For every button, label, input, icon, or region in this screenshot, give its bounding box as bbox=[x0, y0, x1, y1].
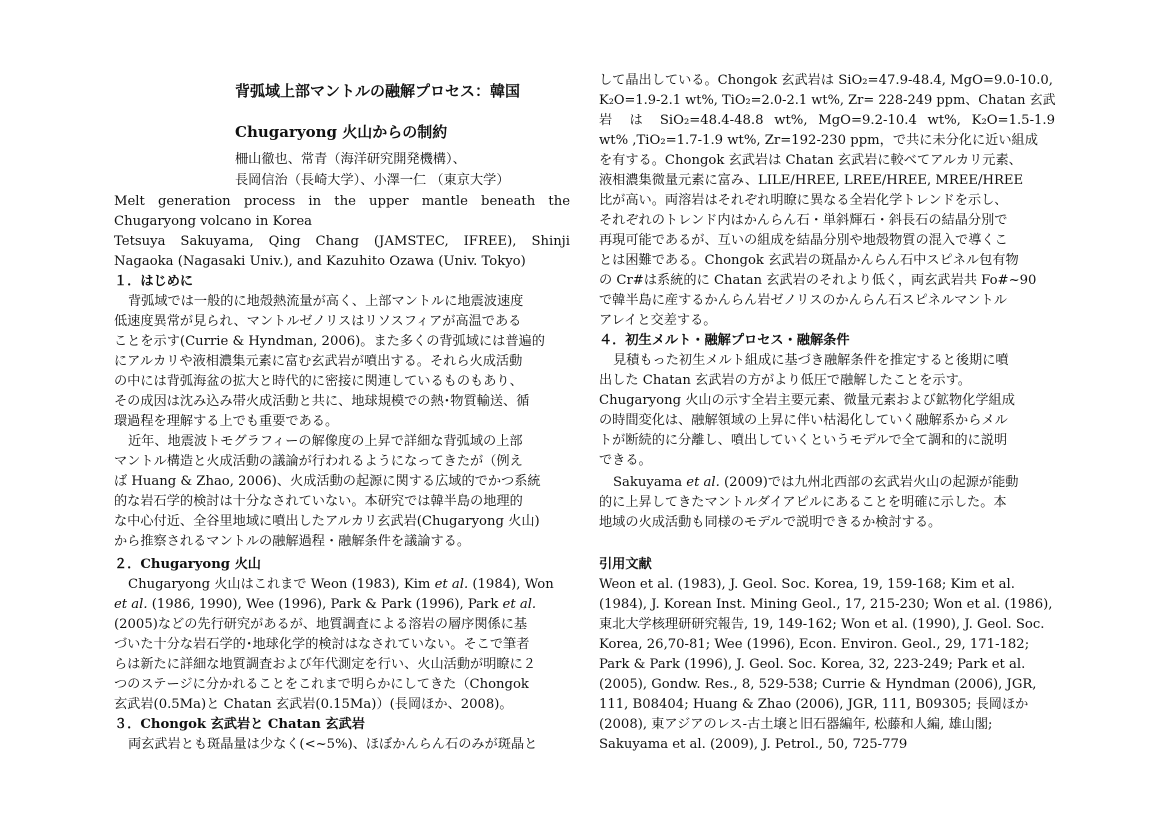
reference-line: (1984), J. Korean Inst. Mining Geol., 17, 215-230; Won et al. (1986), bbox=[599, 597, 1053, 612]
paragraph-line: 環過程を理解する上でも重要である。 bbox=[114, 414, 339, 429]
authors-en-line1: Tetsuya Sakuyama, Qing Chang (JAMSTEC, IFREE), Shinji bbox=[114, 234, 570, 249]
title-jp-line2: Chugaryong 火山からの制約 bbox=[235, 123, 448, 141]
paragraph-line: 出した Chatan 玄武岩の方がより低圧で融解したことを示す。 bbox=[599, 373, 971, 388]
paragraph-line: 比が高い。両溶岩はそれぞれ明瞭に異なる全岩化学トレンドを示し、 bbox=[599, 193, 1008, 208]
paragraph-line: Sakuyama et al. (2009)では九州北西部の玄武岩火山の起源が能動 bbox=[613, 475, 1019, 490]
paragraph-line: から推察されるマントルの融解過程・融解条件を議論する。 bbox=[114, 534, 471, 549]
paragraph-line: マントル構造と火成活動の議論が行われるようになってきたが（例え bbox=[114, 454, 523, 469]
paragraph-line: な中心付近、全谷里地域に噴出したアルカリ玄武岩(Chugaryong 火山) bbox=[114, 514, 540, 529]
paragraph-line: を有する。Chongok 玄武岩は Chatan 玄武岩に較べてアルカリ元素、 bbox=[599, 153, 1022, 168]
reference-line: (2005), Gondw. Res., 8, 529-538; Currie & Hyndman (2006), JGR, bbox=[599, 677, 1037, 692]
paragraph-line: 玄武岩(0.5Ma)と Chatan 玄武岩(0.15Ma)）(長岡ほか、2008)。 bbox=[114, 697, 513, 712]
reference-line: 東北大学核理研研究報告, 19, 149-162; Won et al. (1990), J. Geol. Soc. bbox=[599, 617, 1045, 632]
paragraph-line: 液相濃集微量元素に富み、LILE/HREE, LREE/HREE, MREE/HREE bbox=[599, 173, 1024, 188]
paragraph-line: 見積もった初生メルト組成に基づき融解条件を推定すると後期に噴 bbox=[613, 353, 1009, 368]
reference-line: Weon et al. (1983), J. Geol. Soc. Korea, 19, 159-168; Kim et al. bbox=[599, 577, 1015, 592]
paragraph-line: できる。 bbox=[599, 453, 652, 468]
paragraph-line: その成因は沈み込み帯火成活動と共に、地球規模での熱･物質輸送、循 bbox=[114, 394, 530, 409]
authors-jp-line1: 柵山徹也、常青（海洋研究開発機構）、 bbox=[235, 152, 466, 167]
authors-jp-line2: 長岡信治（長崎大学）、小澤一仁 （東京大学） bbox=[235, 173, 510, 188]
paragraph-line: 近年、地震波トモグラフィーの解像度の上昇で詳細な背弧域の上部 bbox=[128, 434, 523, 449]
paragraph-line: Chugaryong 火山の示す全岩主要元素、微量元素および鉱物化学組成 bbox=[599, 393, 1015, 408]
paragraph-line: 低速度異常が見られ、マントルゼノリスはリソスフィアが高温である bbox=[114, 314, 522, 329]
paragraph-line: 背弧域では一般的に地殻熱流量が高く、上部マントルに地震波速度 bbox=[128, 294, 524, 309]
paragraph-line: の中には背弧海盆の拡大と時代的に密接に関連しているものもあり、 bbox=[114, 374, 523, 389]
paragraph-line: ば Huang & Zhao, 2006)、火成活動の起源に関する広域的でかつ系統 bbox=[114, 474, 541, 489]
reference-line: Park & Park (1996), J. Geol. Soc. Korea, 32, 223-249; Park et al. bbox=[599, 657, 1026, 672]
references-heading: 引用文献 bbox=[599, 557, 652, 572]
paragraph-line: らは新たに詳細な地質調査および年代測定を行い、火山活動が明瞭に２ bbox=[114, 657, 536, 672]
paragraph-line: の Cr#は系統的に Chatan 玄武岩のそれより低く，両玄武岩共 Fo#~90 bbox=[599, 273, 1037, 288]
section-3-heading: ３．Chongok 玄武岩と Chatan 玄武岩 bbox=[114, 717, 365, 732]
section-1-heading: １．はじめに bbox=[114, 274, 194, 289]
paragraph-line: 両玄武岩とも斑晶量は少なく(<~5%)、ほぼかんらん石のみが斑晶と bbox=[128, 737, 538, 752]
paragraph-line: で韓半島に産するかんらん岩ゼノリスのかんらん石スピネルマントル bbox=[599, 293, 1007, 308]
paragraph-line: トが断続的に分離し、噴出していくというモデルで全て調和的に説明 bbox=[599, 433, 1008, 448]
paragraph-line: 再現可能であるが、互いの組成を結晶分別や地殻物質の混入で導くこ bbox=[599, 233, 1008, 248]
reference-line: (2008), 東アジアのレス-古土壌と旧石器編年, 松藤和人編, 雄山閣; bbox=[599, 717, 993, 732]
paragraph-line: アレイと交差する。 bbox=[599, 313, 717, 328]
paragraph-line: 地域の火成活動も同様のモデルで説明できるか検討する。 bbox=[599, 515, 942, 530]
paragraph-line: wt% ,TiO₂=1.7-1.9 wt%, Zr=192-230 ppm，で共に未分化に近い組成 bbox=[599, 133, 1038, 148]
paragraph-line: 的な岩石学的検討は十分なされていない。本研究では韓半島の地理的 bbox=[114, 494, 523, 509]
paragraph-line: とは困難である。Chongok 玄武岩の斑晶かんらん石中スピネル包有物 bbox=[599, 253, 1019, 268]
paragraph-line: 的に上昇してきたマントルダイアピルにあることを明確に示した。本 bbox=[599, 495, 1007, 510]
title-jp-line1: 背弧域上部マントルの融解プロセス：韓国 bbox=[235, 82, 521, 100]
title-en-line1: Melt generation process in the upper mantle beneath the bbox=[114, 194, 570, 209]
paragraph-line: して晶出している。Chongok 玄武岩は SiO₂=47.9-48.4, MgO=9.0-10.0, bbox=[599, 73, 1053, 88]
reference-line: Korea, 26,70-81; Wee (1996), Econ. Environ. Geol., 29, 171-182; bbox=[599, 637, 1030, 652]
paragraph-line: それぞれのトレンド内はかんらん石・単斜輝石・斜長石の結晶分別で bbox=[599, 213, 1008, 228]
paragraph-line: Chugaryong 火山はこれまで Weon (1983), Kim et al. (1984), Won bbox=[128, 577, 554, 592]
reference-line: 111, B08404; Huang & Zhao (2006), JGR, 111, B09305; 長岡ほか bbox=[599, 697, 1029, 712]
paragraph-line: にアルカリや液相濃集元素に富む玄武岩が噴出する。それら火成活動 bbox=[114, 354, 523, 369]
title-en-line2: Chugaryong volcano in Korea bbox=[114, 214, 312, 229]
paragraph-line: K₂O=1.9-2.1 wt%, TiO₂=2.0-2.1 wt%, Zr= 228-249 ppm、Chatan 玄武 bbox=[599, 93, 1056, 108]
paragraph-line: 岩 は SiO₂=48.4-48.8 wt%, MgO=9.2-10.4 wt%, K₂O=1.5-1.9 bbox=[599, 113, 1055, 128]
paragraph-line: ことを示す(Currie & Hyndman, 2006)。また多くの背弧域には普遍的 bbox=[114, 334, 545, 349]
paragraph-line: (2005)などの先行研究があるが、地質調査による溶岩の層序関係に基 bbox=[114, 617, 528, 632]
paragraph-line: つのステージに分かれることをこれまで明らかにしてきた（Chongok bbox=[114, 677, 529, 692]
section-2-heading: ２．Chugaryong 火山 bbox=[114, 557, 261, 572]
paragraph-line: の時間変化は、融解領域の上昇に伴い枯渇化していく融解系からメル bbox=[599, 413, 1008, 428]
paragraph-line: et al. (1986, 1990), Wee (1996), Park & Park (1996), Park et al. bbox=[114, 597, 537, 612]
section-4-heading: ４．初生メルト・融解プロセス・融解条件 bbox=[599, 333, 850, 348]
authors-en-line2: Nagaoka (Nagasaki Univ.), and Kazuhito Ozawa (Univ. Tokyo) bbox=[114, 254, 526, 269]
reference-line: Sakuyama et al. (2009), J. Petrol., 50, 725-779 bbox=[599, 737, 908, 752]
paragraph-line: づいた十分な岩石学的･地球化学的検討はなされていない。そこで筆者 bbox=[114, 637, 530, 652]
